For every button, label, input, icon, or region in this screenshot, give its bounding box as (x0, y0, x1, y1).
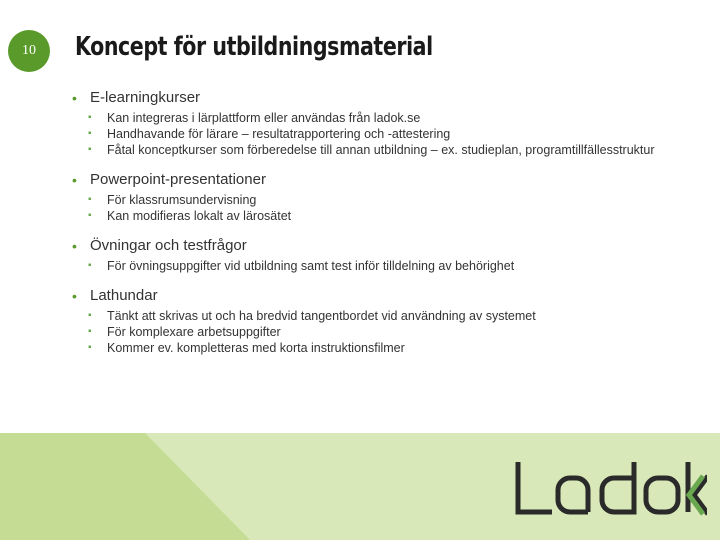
list-item (88, 208, 672, 224)
section-elearning (72, 88, 672, 158)
list-item-text: Kommer ev. kompletteras med korta instruktionsfilmer (107, 341, 405, 355)
list-item-text: Tänkt att skrivas ut och ha bredvid tangentbordet vid användning av systemet (107, 309, 536, 323)
sub-bullet-list (72, 308, 672, 356)
section-heading (72, 286, 672, 306)
section-heading-label: Lathundar (90, 287, 158, 304)
section-heading-label: E-learningkurser (90, 89, 201, 106)
list-item (88, 110, 672, 126)
bullet-icon: • (72, 90, 77, 106)
bullet-icon: ▪ (88, 112, 92, 123)
list-item-text: För klassrumsundervisning (107, 193, 257, 207)
bullet-icon: ▪ (88, 342, 92, 353)
section-heading (72, 170, 672, 190)
list-item (88, 258, 672, 274)
list-item (88, 142, 672, 158)
section-heading (72, 88, 672, 108)
bullet-icon: ▪ (88, 194, 92, 205)
list-item (88, 324, 672, 340)
bullet-content (72, 88, 672, 365)
list-item-text: Kan modifieras lokalt av lärosätet (107, 209, 292, 223)
list-item-text: Handhavande för lärare – resultatrapportering och -attestering (107, 127, 451, 141)
bullet-icon: ▪ (88, 210, 92, 221)
bullet-icon: ▪ (88, 144, 92, 155)
bullet-icon: • (72, 238, 77, 254)
bullet-icon: ▪ (88, 128, 92, 139)
list-item-text: Kan integreras i lärplattform eller användas från ladok.se (107, 111, 421, 125)
section-exercises (72, 236, 672, 274)
list-item (88, 192, 672, 208)
list-item (88, 126, 672, 142)
section-powerpoint (72, 170, 672, 224)
bullet-icon: ▪ (88, 310, 92, 321)
list-item (88, 340, 672, 356)
bullet-icon: ▪ (88, 326, 92, 337)
slide-number: 10 (22, 43, 36, 58)
section-heading-label: Powerpoint-presentationer (90, 171, 266, 188)
bullet-icon: • (72, 288, 77, 304)
slide-number-badge (8, 30, 50, 72)
section-heading (72, 236, 672, 256)
page-title: Koncept för utbildningsmaterial (75, 32, 433, 62)
bullet-icon: • (72, 172, 77, 188)
bullet-icon: ▪ (88, 260, 92, 271)
sub-bullet-list (72, 258, 672, 274)
sub-bullet-list (72, 110, 672, 158)
list-item-text: För komplexare arbetsuppgifter (107, 325, 281, 339)
ladok-logo (512, 458, 707, 523)
ladok-logo-icon (512, 458, 707, 518)
section-heading-label: Övningar och testfrågor (90, 237, 247, 254)
list-item-text: Fåtal konceptkurser som förberedelse till annan utbildning – ex. studieplan, programtillfällesstruktur (107, 143, 655, 157)
section-lathundar (72, 286, 672, 356)
list-item-text: För övningsuppgifter vid utbildning samt test inför tilldelning av behörighet (107, 259, 515, 273)
sub-bullet-list (72, 192, 672, 224)
list-item (88, 308, 672, 324)
